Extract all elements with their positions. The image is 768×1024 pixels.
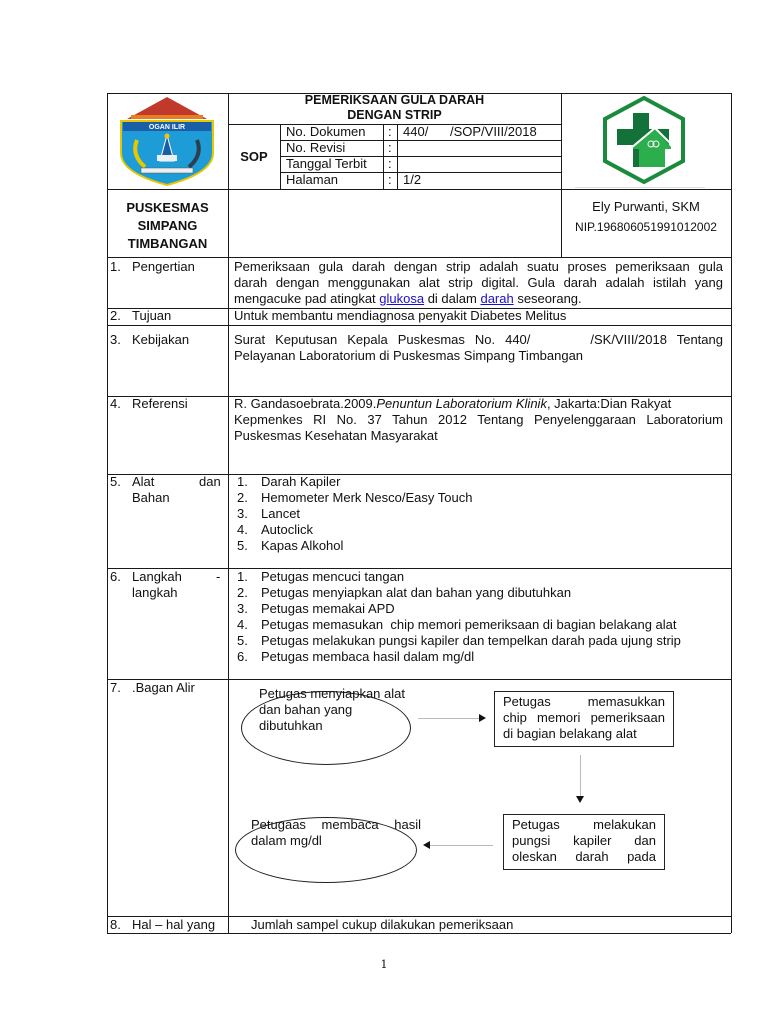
arrow-head-down-icon	[576, 796, 584, 803]
meta-label-no-dokumen: No. Dokumen	[286, 124, 366, 139]
referensi-text: R. Gandasoebrata.2009.Penuntun Laboratorium Klinik, Jakarta:Dian Rakyat Kepmenkes RI No. 37 Tahun 2012 Tentang Penyelenggaraan Laboratorium Puskesmas Kesehatan Masyarakat	[234, 396, 723, 443]
meta-value-halaman: 1/2	[403, 172, 422, 187]
section-label-pengertian: Pengertian	[132, 259, 195, 274]
org-name-line1: PUSKESMAS	[126, 200, 209, 215]
section-label-alat: Alat	[132, 474, 155, 489]
pengertian-text: Pemeriksaan gula darah dengan strip adalah suatu proses pemeriksaan gula darah dengan menggunakan alat strip digital. Gula darah adalah istilah yang mengacuke pad atingkat glukosa di dalam darah seseorang.	[234, 259, 723, 306]
ogan-ilir-emblem-icon	[117, 95, 217, 187]
org-name-line3: TIMBANGAN	[127, 236, 208, 251]
section-label-kebijakan: Kebijakan	[132, 332, 190, 347]
list-item: 5. Petugas melakukan pungsi kapiler dan tempelkan darah pada ujung strip	[237, 633, 681, 648]
section-label-langkah-2: langkah	[132, 585, 178, 600]
section-number: 6.	[110, 569, 121, 584]
flow-node-1-text: Petugas menyiapkan alat dan bahan yang dibutuhkan	[259, 686, 405, 733]
section-label-bahan: Bahan	[132, 490, 170, 505]
flow-arrow-right	[418, 718, 484, 719]
section-label-langkah: Langkah	[132, 569, 182, 584]
logo-underline	[575, 187, 705, 188]
meta-colon: :	[388, 124, 392, 139]
flow-node-2-box: Petugas memasukkan chip memori pemeriksaan di bagian belakang alat	[494, 691, 674, 747]
col-divider-1	[228, 93, 229, 933]
org-name-line2: SIMPANG	[137, 218, 198, 233]
row-divider-header	[107, 189, 731, 190]
hal-hal-text: Jumlah sampel cukup dilakukan pemeriksaan	[251, 917, 514, 932]
meta-label-halaman: Halaman	[286, 172, 339, 187]
section-number: 1.	[110, 259, 121, 274]
document-title-line2: DENGAN STRIP	[347, 108, 442, 122]
meta-label-tanggal-terbit: Tanggal Terbit	[286, 156, 367, 171]
list-item: 4. Autoclick	[237, 522, 314, 537]
section-number: 8.	[110, 917, 121, 932]
langkah-list	[237, 569, 681, 665]
meta-colon: :	[388, 140, 392, 155]
flow-node-3-box: Petugas melakukan pungsi kapiler dan oleskan darah pada	[503, 814, 665, 870]
meta-colon: :	[388, 156, 392, 171]
table-border-bottom	[107, 933, 731, 934]
alat-bahan-list	[237, 474, 472, 554]
table-border-right	[731, 93, 732, 933]
meta-value-no-dokumen: 440/ /SOP/VIII/2018	[403, 124, 537, 139]
darah-link[interactable]: darah	[480, 291, 514, 306]
list-item: 2. Hemometer Merk Nesco/Easy Touch	[237, 490, 473, 505]
section-label-dash: -	[216, 569, 221, 584]
section-label-tujuan: Tujuan	[132, 308, 172, 323]
section-label-bagan-alir: .Bagan Alir	[132, 680, 195, 695]
flow-node-4-text: Petugaas membaca hasil dalam mg/dl	[251, 817, 421, 848]
meta-label-no-revisi: No. Revisi	[286, 140, 346, 155]
row-divider-7	[107, 679, 731, 680]
section-label-referensi: Referensi	[132, 396, 188, 411]
section-number: 4.	[110, 396, 121, 411]
document-title-line1: PEMERIKSAAN GULA DARAH	[304, 93, 485, 107]
list-item: 1. Darah Kapiler	[237, 474, 341, 489]
arrow-head-right-icon	[479, 714, 486, 722]
list-item: 5. Kapas Alkohol	[237, 538, 344, 553]
kebijakan-text: Surat Keputusan Kepala Puskesmas No. 440/ /SK/VIII/2018 Tentang Pelayanan Laboratorium di Puskesmas Simpang Timbangan	[234, 332, 723, 363]
list-item: 6. Petugas membaca hasil dalam mg/dl	[237, 649, 475, 664]
page-number: 1	[380, 958, 388, 971]
signer-nip: NIP.196806051991012002	[575, 220, 717, 234]
tujuan-text: Untuk membantu mendiagnosa penyakit Diabetes Melitus	[234, 308, 567, 323]
flow-arrow-left	[430, 845, 493, 846]
flow-arrow-down	[580, 755, 581, 797]
signer-name: Ely Purwanti, SKM	[592, 199, 700, 214]
row-divider-1	[107, 257, 731, 258]
sop-label: SOP	[240, 149, 268, 164]
section-label-hal-hal: Hal – hal yang	[132, 917, 216, 932]
row-divider-3	[107, 325, 731, 326]
list-item: 2. Petugas menyiapkan alat dan bahan yang dibutuhkan	[237, 585, 572, 600]
list-item: 3. Petugas memakai APD	[237, 601, 395, 616]
meta-colon: :	[388, 172, 392, 187]
section-number: 2.	[110, 308, 121, 323]
list-item: 4. Petugas memasukan chip memori pemeriksaan di bagian belakang alat	[237, 617, 677, 632]
glukosa-link[interactable]: glukosa	[379, 291, 425, 306]
list-item: 3. Lancet	[237, 506, 301, 521]
section-number: 3.	[110, 332, 121, 347]
list-item: 1. Petugas mencuci tangan	[237, 569, 405, 584]
arrow-head-left-icon	[423, 841, 430, 849]
puskesmas-logo-icon	[597, 95, 691, 185]
svg-text:OGAN ILIR: OGAN ILIR	[148, 124, 186, 131]
section-number: 7.	[110, 680, 121, 695]
section-number: 5.	[110, 474, 121, 489]
section-label-dan: dan	[199, 474, 221, 489]
